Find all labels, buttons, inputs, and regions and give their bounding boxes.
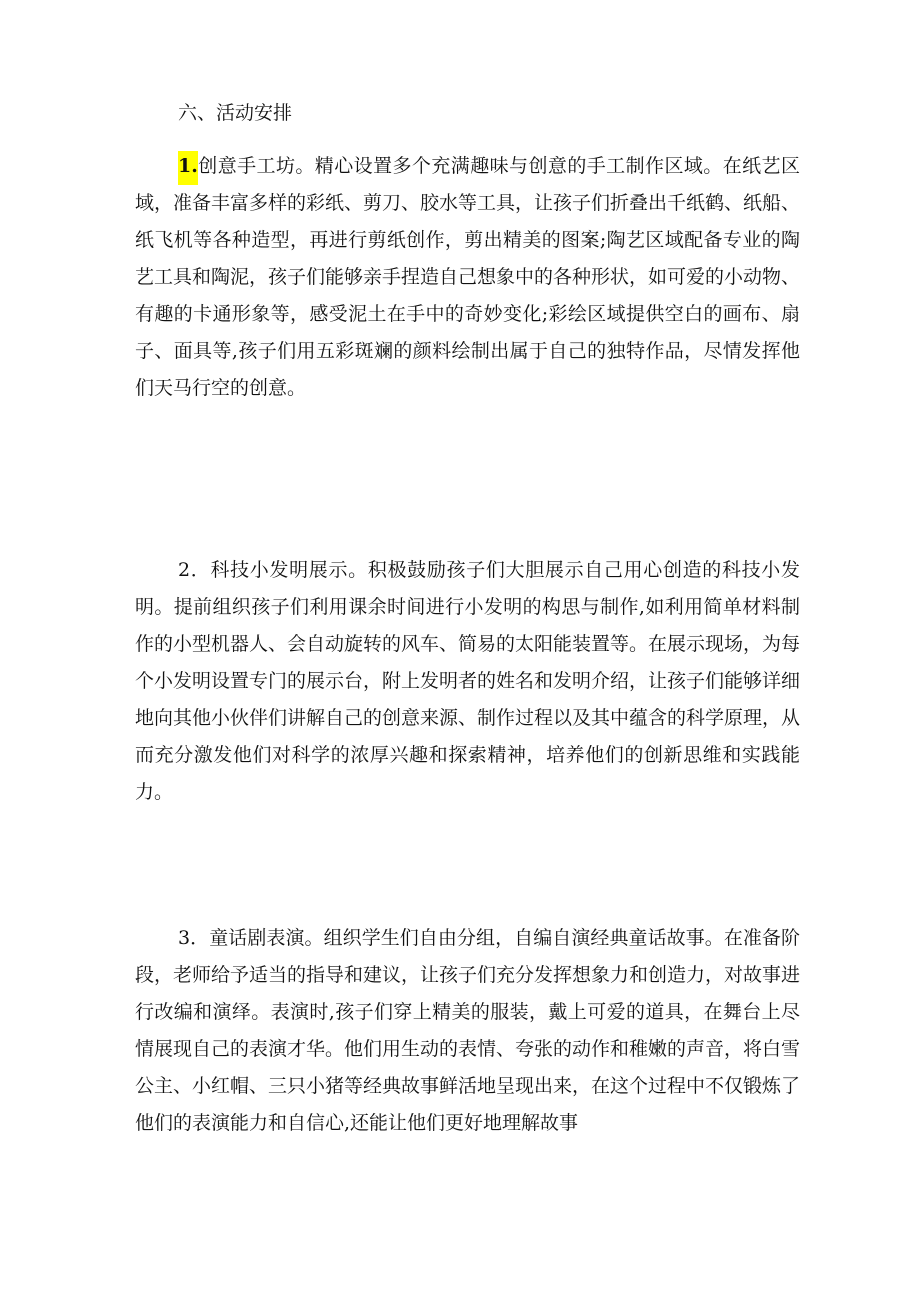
item-1-number-highlighted: 1.: [178, 151, 198, 185]
item-2-number: 2．: [178, 559, 211, 581]
item-3-number: 3．: [178, 927, 210, 949]
paragraph-item-1: [135, 148, 800, 407]
section-heading: 六、活动安排: [178, 102, 293, 124]
paragraph-item-3: [135, 920, 800, 1142]
item-1-text: 创意手工坊。精心设置多个充满趣味与创意的手工制作区域。在纸艺区域，准备丰富多样的彩纸、剪刀、胶水等工具，让孩子们折叠出千纸鹤、纸船、纸飞机等各种造型，再进行剪纸创作，剪出精美的图案;陶艺区域配备专业的陶艺工具和陶泥，孩子们能够亲手捏造自己想象中的各种形状，如可爱的小动物、有趣的卡通形象等，感受泥土在手中的奇妙变化;彩绘区域提供空白的画布、扇子、面具等,孩子们用五彩斑斓的颜料绘制出属于自己的独特作品，尽情发挥他们天马行空的创意。: [135, 155, 801, 399]
item-3-text: 童话剧表演。组织学生们自由分组，自编自演经典童话故事。在准备阶段，老师给予适当的指导和建议，让孩子们充分发挥想象力和创造力，对故事进行改编和演绎。表演时,孩子们穿上精美的服装，戴上可爱的道具，在舞台上尽情展现自己的表演才华。他们用生动的表情、夸张的动作和稚嫩的声音，将白雪公主、小红帽、三只小猪等经典故事鲜活地呈现出来，在这个过程中不仅锻炼了他们的表演能力和自信心,还能让他们更好地理解故事: [135, 927, 801, 1134]
item-2-text: 科技小发明展示。积极鼓励孩子们大胆展示自己用心创造的科技小发明。提前组织孩子们利用课余时间进行小发明的构思与制作,如利用简单材料制作的小型机器人、会自动旋转的风车、简易的太阳能装置等。在展示现场，为每个小发明设置专门的展示台，附上发明者的姓名和发明介绍，让孩子们能够详细地向其他小伙伴们讲解自己的创意来源、制作过程以及其中蕴含的科学原理，从而充分激发他们对科学的浓厚兴趣和探索精神，培养他们的创新思维和实践能力。: [135, 559, 801, 803]
paragraph-item-2: [135, 552, 800, 811]
